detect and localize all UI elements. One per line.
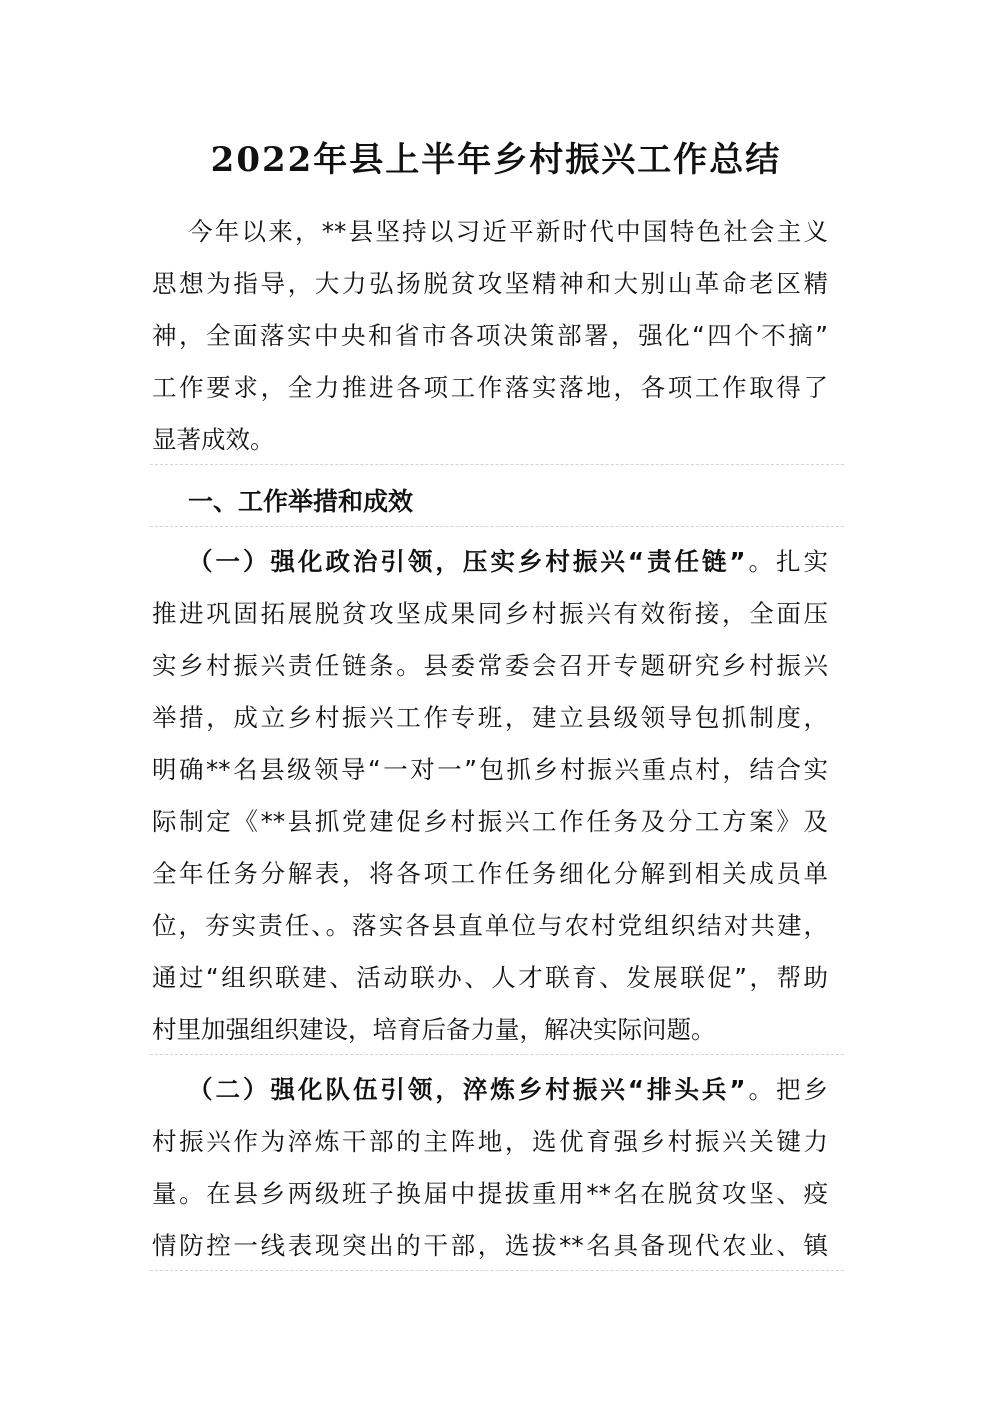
body-line: 量。在县乡两级班子换届中提拔重用**名在脱贫攻坚、疫 [152, 1179, 828, 1208]
body-line: 际制定《**县抓党建促乡村振兴工作任务及分工方案》及 [152, 807, 828, 836]
intro-line: 今年以来，**县坚持以习近平新时代中国特色社会主义 [188, 217, 828, 246]
intro-line: 神，全面落实中央和省市各项决策部署，强化“四个不摘” [152, 321, 828, 350]
body-line: 明确**名县级领导“一对一”包抓乡村振兴重点村，结合实 [152, 755, 828, 784]
body-line: 位，夯实责任、。落实各县直单位与农村党组织结对共建， [152, 911, 828, 940]
body-line: 情防控一线表现突出的干部，选拔**名具备现代农业、镇 [152, 1231, 828, 1260]
body-line: 推进巩固拓展脱贫攻坚成果同乡村振兴有效衔接，全面压 [152, 599, 828, 628]
subsection-title-line [188, 1070, 828, 1110]
body-line: 全年任务分解表，将各项工作任务细化分解到相关成员单 [152, 859, 828, 888]
subsection-title-line [188, 542, 828, 582]
subsection-title-tail: 。扎实 [745, 547, 829, 576]
body-line: 实乡村振兴责任链条。县委常委会召开专题研究乡村振兴 [152, 651, 828, 680]
document-title: 2022年县上半年乡村振兴工作总结 [210, 140, 782, 180]
intro-line: 思想为指导，大力弘扬脱贫攻坚精神和大别山革命老区精 [152, 269, 828, 298]
page-divider [150, 1270, 844, 1271]
page-divider [150, 464, 844, 465]
subsection-title: （二）强化队伍引领，淬炼乡村振兴“排头兵” [188, 1075, 746, 1104]
subsection-title: （一）强化政治引领，压实乡村振兴“责任链” [188, 547, 746, 576]
section-heading: 一、工作举措和成效 [188, 487, 414, 516]
body-line: 举措，成立乡村振兴工作专班，建立县级领导包抓制度， [152, 703, 828, 732]
body-line: 村里加强组织建设，培育后备力量，解决实际问题。 [152, 1015, 716, 1044]
page-divider [150, 526, 844, 527]
page-divider [150, 1054, 844, 1055]
subsection-title-tail: 。把乡 [745, 1075, 829, 1104]
intro-line: 显著成效。 [152, 425, 275, 454]
body-line: 村振兴作为淬炼干部的主阵地，选优育强乡村振兴关键力 [152, 1127, 828, 1156]
intro-line: 工作要求，全力推进各项工作落实落地，各项工作取得了 [152, 373, 828, 402]
body-line: 通过“组织联建、活动联办、人才联育、发展联促”，帮助 [152, 963, 828, 992]
